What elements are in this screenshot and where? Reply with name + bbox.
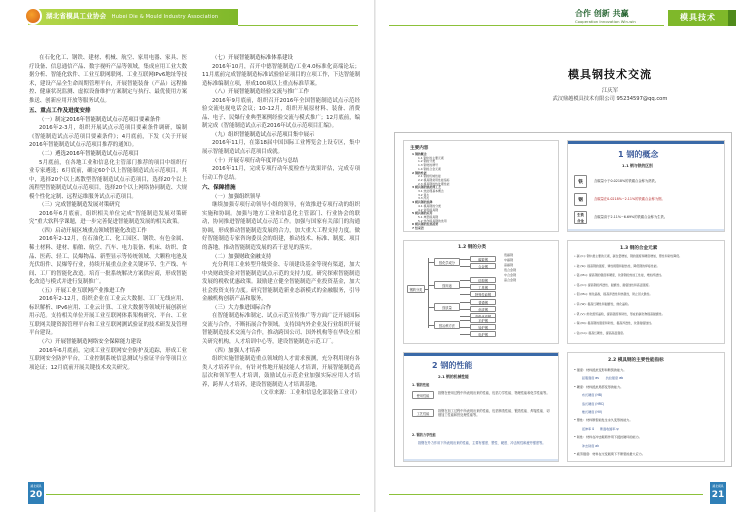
steel-label: 钢 bbox=[574, 193, 587, 206]
header-rule-right bbox=[389, 25, 664, 26]
slide-header-bar bbox=[404, 353, 558, 356]
article-source: （文章来源：工业和信息化部装备工业司） bbox=[257, 390, 360, 397]
tree-leaf-node: 电炉钢 bbox=[470, 331, 496, 337]
slide-classification-heading: 1.2 钢的分类 bbox=[458, 245, 487, 250]
contents-item: 3.1 热处理基本概念 bbox=[418, 189, 444, 193]
slide-steel-properties bbox=[403, 352, 559, 462]
right-page bbox=[375, 0, 750, 512]
mechanical-properties-desc: 指钢在外力作用下所表现出来的性能，主要有强度、塑性、硬度、冲击韧性和疲劳强度等。 bbox=[418, 441, 546, 445]
tree-side-label: 高合金钢 bbox=[504, 278, 517, 282]
tree-leaf-node: 普通钢 bbox=[470, 299, 496, 305]
subsection-heading: （一）制定2016年智能制造试点示范项目要素条件 bbox=[39, 116, 161, 123]
pig-iron-label: 生铁 合金 bbox=[574, 211, 587, 224]
contents-item: 3.3 淬火 bbox=[418, 196, 430, 201]
page-number-badge-left bbox=[28, 482, 44, 504]
contents-item: 3.2 退火 bbox=[418, 192, 430, 197]
tree-branch-node: 按化学成分 bbox=[434, 258, 460, 266]
header-rule bbox=[238, 25, 358, 26]
slide-footer-bar bbox=[404, 459, 558, 461]
body-paragraph: 2016年9月底前，组织召开2016年全国智能制造试点示范经验交流电视电话会议；10-12月，组织开展原材料、装备、消费品、电子、民爆行业典型案例经验交流与模式推广；12月底前，编制完成《智能制造试点示范2016年试点示范项目汇编》。 bbox=[202, 97, 360, 130]
subsection-heading: （八）开展智能制造经验交流与推广工作 bbox=[212, 89, 310, 96]
tree-leaf-connector bbox=[460, 266, 470, 267]
header-association-title bbox=[46, 11, 218, 20]
contents-item: 1.1 钢中的主要元素 bbox=[418, 155, 444, 160]
contents-item: 2.1 钢的机械性能 bbox=[418, 174, 441, 179]
tree-leaf-node: 碳素钢 bbox=[470, 256, 496, 262]
alloy-element-item: • 钴 (Co): 提高红硬性，提高高温强度。 bbox=[574, 330, 626, 335]
subsection-heading: （七）开展智能制造标准体系建设 bbox=[212, 55, 293, 61]
contents-item: 4.1 模具钢的分类 bbox=[418, 203, 441, 208]
article-title: 模具钢技术交流 bbox=[568, 68, 652, 81]
tree-leaf-connector bbox=[460, 334, 470, 335]
properties-intro: 1. 钢的性能 bbox=[412, 383, 430, 387]
tree-root-node: 钢的分类 bbox=[407, 285, 425, 293]
tree-leaf-node: 转炉钢 bbox=[470, 324, 496, 330]
tree-side-label: 高碳钢 bbox=[504, 263, 514, 267]
alloy-element-item: • 硅 (Si): 提高钢的强度、弹性极限和耐热性，降低钢的焊接性能。 bbox=[574, 263, 660, 268]
alloy-element-item: • 锰 (Mn): 提高钢的强度和硬度，改善钢的热加工性能，增加淬透性。 bbox=[574, 273, 665, 278]
alloy-element-item: • 钒 (V): 细化组织晶粒，提高强度和韧性，形成的碳化物提高耐磨性。 bbox=[574, 311, 665, 316]
subsection-heading: （一）加强组织领导 bbox=[212, 193, 261, 200]
performance-item: • 韧性：材料在冲击载荷作用下抵抗破坏的能力。 bbox=[574, 435, 642, 440]
subsection-heading: （四）启动开展区域重点领域智能化改造工作 bbox=[39, 227, 147, 234]
contents-item: 2.2 模具钢常用性能指标 bbox=[418, 177, 450, 182]
slide-steel-concept-heading: 1 钢的概念 bbox=[618, 150, 659, 159]
body-paragraph: 2016年11月，在第18届中国国际工业博览会上设专区，集中展示智能制造试点示范项目成就。 bbox=[202, 140, 360, 156]
footer-label-right: 湖北模具 bbox=[712, 484, 724, 488]
article-author: 江庆军 bbox=[601, 88, 619, 94]
tree-leaf-connector bbox=[460, 287, 470, 288]
pig-iron-definition: 含碳量高于2.11%~6.69%的铁碳合金称为生铁。 bbox=[594, 215, 668, 219]
slide-footer-bar bbox=[568, 229, 724, 231]
tree-leaf-connector bbox=[460, 259, 470, 260]
subsection-heading: （三）完成智能制造发展对策研究 bbox=[39, 202, 120, 209]
page-number-left: 20 bbox=[29, 490, 43, 500]
tree-leaf-node: 结构钢 bbox=[470, 277, 496, 283]
tree-leaf-connector bbox=[460, 316, 470, 317]
performance-item: 布氏硬度 (HB) bbox=[578, 393, 603, 398]
subsection-heading: （六）开展智能制造网络安全保障能力建设 bbox=[39, 339, 142, 345]
tree-leaf-node: 合金钢 bbox=[470, 263, 496, 269]
tree-side-label: 中碳钢 bbox=[504, 258, 514, 262]
service-properties-label: 使用性能 bbox=[412, 391, 434, 399]
iron-definition: 含碳量小于0.0218%的铁碳合金称为熟铁。 bbox=[594, 179, 659, 183]
body-paragraph: 2016年11月，完成专项行动年度检查与效果评估，完成专项行动工作总结。 bbox=[202, 166, 360, 181]
slide-performance-heading: 2.2 模具钢的主要性能指标 bbox=[608, 358, 664, 363]
tree-root-connector bbox=[425, 289, 428, 290]
tree-branch-node: 按质量 bbox=[434, 303, 460, 311]
alloy-element-item: • 铬 (Cr): 提高钢的淬透性、耐磨性、耐腐蚀性和高温强度。 bbox=[574, 282, 652, 287]
section-heading: 五、重点工作及进度安排 bbox=[29, 107, 91, 114]
performance-item: 延伸率 δ 断面收缩率 ψ bbox=[578, 426, 619, 431]
subsection-heading: （九）组织智能制造试点示范项目集中展示 bbox=[212, 131, 315, 138]
body-paragraph: 2016年6月底前，组织相关单位完成“智能制造发展对策研究”重大软科学课题，进一步完善促进智能制造发展的相关政策。 bbox=[29, 210, 187, 226]
slide-alloy-heading: 1.3 钢的合金元素 bbox=[620, 246, 658, 251]
body-paragraph: 继续加强专项行动领导小组的领导，有效推进专项行动的组织实施和协调。加强与地方工业和信息化主管部门、行业协会的联动，协同推进智能制造试点示范工作。加强与国家有关部门的沟通协调，形成推动智能制造发展的合力，加大重大工程支持力度。做好智能制造专家咨询委员会的组建，推动技术、标准、制度、项目的落地，推动智能制造发展的若干意见的落实。 bbox=[202, 202, 360, 251]
contents-item: 2.3 模具钢的热处理性能 bbox=[418, 181, 450, 186]
slide-steel-classification bbox=[403, 240, 559, 344]
service-properties-desc: 指钢在使用过程中所表现出来的性能，包括力学性能、物理性能和化学性能等。 bbox=[438, 391, 550, 395]
article-affiliation: 武汉鼎越模具技术有限公司 95234597@qq.com bbox=[552, 96, 668, 102]
alloy-element-item: • 钨 (W): 提高红硬性和耐磨性，细化晶粒。 bbox=[574, 302, 631, 306]
performance-item: 洛氏硬度 (HRC) bbox=[578, 401, 605, 406]
body-paragraph: 充分利用工业转型升级资金、专项建设基金等现有渠道，加大中央财政资金对智能制造试点示范的支持力度。研究探索智能制造发展的税收优惠政策。鼓励建立健全智能制造产业投资基金，加大社会投资支持力度。研究智能制造新业态新模式的金融服务，引导金融机构创新产品和服务。 bbox=[202, 262, 360, 303]
tree-side-label: 低合金钢 bbox=[504, 268, 517, 272]
performance-item: • 硬度：材料抵抗局部变形的能力。 bbox=[574, 384, 624, 389]
tree-side-label: 中合金钢 bbox=[504, 273, 517, 277]
footer-label-left: 湖北模具 bbox=[30, 484, 42, 488]
contents-item: 1.4 钢的合金元素 bbox=[418, 166, 441, 171]
footer-rule-right bbox=[389, 494, 703, 495]
contents-item: 5.1 典型模具钢 bbox=[418, 214, 438, 219]
body-paragraph: 在石化化工、钢铁、建材、机械、航空、家用电器、家具、医疗设备、信息通信产品、数字视听产品等领域，集成应用工业大数据分析、智能化软件、工业互联网联网、工业互联网IPv6地址等技术，建设产品全生命周期管理平台，开展智能装备（产品）远程操控、健康状况监测、虚拟设备维护方案制定与执行、最优使用方案推送、创新应用开放等服务试点。 bbox=[29, 55, 187, 104]
subsection-heading: （五）开展工业互联网产业推进工作 bbox=[39, 287, 126, 294]
performance-item: 屈服强度 σs 抗拉强度 σb bbox=[578, 376, 624, 381]
body-paragraph: 组织实施智能制造重点领域的人才需求预测，充分利用现有各类人才培养平台，有针对性地开展技能人才培训，开展智能制造高层次和领军型人才培训，鼓励试点示范企业加强实际应用人才培养，跨界人才培养，建设智能制造人才培训基地。 bbox=[202, 356, 360, 388]
subsection-heading: （四）加强人才培养 bbox=[212, 347, 261, 354]
tree-leaf-connector bbox=[460, 309, 470, 310]
slide-header-bar bbox=[568, 141, 724, 144]
alloy-element-item: • 钼 (Mo): 细化晶粒，提高淬透性和热强性，防止回火脆性。 bbox=[574, 292, 653, 297]
performance-item: • 疲劳强度：材料在交变载荷下不断裂的最大应力。 bbox=[574, 452, 645, 456]
header-slogan-en: Cooperation Innovation Win-win bbox=[575, 19, 636, 24]
tree-branch-node: 按冶炼方法 bbox=[434, 321, 460, 329]
contents-item: 1.2 钢的分类 bbox=[418, 159, 436, 164]
alloy-element-item: • 镍 (Ni): 提高钢的强度和韧性，提高淬透性，改善耐腐蚀性。 bbox=[574, 321, 655, 326]
tree-leaf-node: 特殊性能钢 bbox=[470, 291, 496, 297]
contents-item: 4 模具钢的选择 bbox=[412, 200, 433, 205]
tree-leaf-connector bbox=[460, 294, 470, 295]
contents-item: 3 模具钢的热处理工艺 bbox=[412, 185, 442, 190]
page-number-right: 21 bbox=[711, 490, 725, 500]
body-paragraph: 2016年6月底前，完成工业互联网安全防护及追踪，形成工业互联网安全防护平台，工业控制系统信息测试与验证平台等项目立项论证；12月底前开展关键技术攻关研究。 bbox=[29, 347, 187, 371]
contents-item: 1 钢的概念 bbox=[412, 152, 427, 156]
body-paragraph: 2016年2-3月，组织开展试点示范项目要素条件调研，编制《智能制造试点示范项目要素条件》；4月底前，下发《关于开展2016年智能制造试点示范项目推荐的通知》。 bbox=[29, 125, 187, 149]
body-paragraph: 2016年2-12月，在石油化工、化工园区、钢铁、有色金属、稀土材料、建材、船舶、航空、汽车、电力装备、机床、纺织、食品、医药、轻工、民爆物品、新型显示等传统领域、大颗粒电池及光伏组件、民爆等行业，持续开展重点企业关键环节、生产线、车间、工厂的智能化改造。培育一批系统解决方案供应商，形成智能化改造与模式并进行复制推广。 bbox=[29, 236, 187, 286]
process-properties-desc: 指钢在加工过程中所表现出来的性能，包括铸造性能、锻造性能、焊接性能、切削加工性能和热处理性能等。 bbox=[438, 409, 550, 418]
tree-leaf-connector bbox=[460, 302, 470, 303]
mechanical-properties-intro: 2. 钢的力学性能 bbox=[412, 433, 436, 437]
page-number-badge-right bbox=[710, 482, 726, 504]
contents-item: 5.2 热作模具钢的选用 bbox=[418, 218, 447, 223]
contents-item: 2 钢的性能 bbox=[412, 170, 427, 175]
footer-rule bbox=[46, 494, 360, 495]
association-name-cn: 湖北省模具工业协会 bbox=[46, 12, 107, 20]
contents-item: 1.3 钢材的牌号 bbox=[418, 163, 438, 168]
subsection-heading: （二）加强财政金融支持 bbox=[212, 253, 272, 260]
tree-trunk-line bbox=[428, 258, 429, 328]
left-column-2 bbox=[202, 54, 360, 398]
tree-leaf-connector bbox=[460, 320, 470, 321]
steel-definition: 含碳量在0.0218%~2.11%的铁碳合金称为钢。 bbox=[594, 197, 665, 201]
subsection-heading: （三）大力推进国际合作 bbox=[212, 304, 272, 311]
header-slogan: 合作 创新 共赢 bbox=[575, 9, 629, 18]
section-heading: 六、保障措施 bbox=[202, 184, 236, 191]
tree-leaf-connector bbox=[460, 280, 470, 281]
performance-item: 维氏硬度 (HV) bbox=[578, 410, 603, 414]
performance-item: • 塑性：材料断裂前发生永久变形的能力。 bbox=[574, 418, 633, 423]
subsection-heading: （二）遴选2016年智能制造试点示范项目 bbox=[39, 150, 139, 157]
contents-item: 6 模具钢的发展趋势 bbox=[412, 222, 439, 227]
body-paragraph: 5月底前，在各地工业和信息化主管部门推荐的项目中组织行业专家遴选；6月底前，确定60个以上智能制造试点示范项目。其中，选择20个以上离散型智能制造试点示范项目，选择20个以上流程型智能制造试点示范项目，选择20个以上网络协同制造、大规模个性化定制、远程运维服务试点示范项目。 bbox=[29, 159, 187, 200]
slide-alloy-elements bbox=[567, 240, 725, 344]
slide-steel-concept-subheading: 1.1 钢与铁的区别 bbox=[622, 163, 653, 168]
alloy-element-item: • 碳 (C): 钢中最主要的元素，碳含量增加，钢的强度和硬度增加，塑性和韧性降低。 bbox=[574, 254, 682, 258]
tree-leaf-connector bbox=[460, 327, 470, 328]
tree-leaf-node: 工具钢 bbox=[470, 284, 496, 290]
tree-side-label: 低碳钢 bbox=[504, 253, 514, 257]
association-name-en: Hubei Die & Mould Industry Association bbox=[111, 14, 219, 20]
slide-steel-concept bbox=[567, 140, 725, 232]
tree-leaf-node: 平炉钢 bbox=[470, 317, 496, 323]
slide-contents-heading: 主要内容 bbox=[410, 146, 429, 151]
process-properties-label: 工艺性能 bbox=[412, 409, 434, 417]
performance-item: 冲击韧度 ak bbox=[578, 443, 599, 448]
contents-item: 4.2 常用模具钢 bbox=[418, 207, 438, 212]
slide-properties-subheading: 2.1 钢的机械性能 bbox=[438, 374, 469, 379]
slides-panel bbox=[394, 132, 732, 467]
tree-branch-node: 按用途 bbox=[434, 281, 460, 289]
subsection-heading: （十）开展专项行动年度评估与总结 bbox=[212, 157, 299, 164]
performance-item: • 强度：材料抵抗变形和断裂的能力。 bbox=[574, 368, 627, 372]
slide-properties-heading: 2 钢的性能 bbox=[432, 361, 473, 370]
body-paragraph: 2016年10月，召开中德智能制造/工业4.0标准化高端论坛；11月底前完成智能制造标准试验验证项目的立项工作，下达智能制造标准编制立项，形成100项以上重点标准草案。 bbox=[202, 63, 360, 87]
left-column-1 bbox=[29, 54, 187, 372]
contents-item: 5 模具钢的应用 bbox=[412, 211, 433, 216]
contents-item: 7 结束语 bbox=[412, 226, 424, 230]
slide-contents bbox=[403, 140, 559, 232]
section-tag: 模具技术 bbox=[668, 10, 728, 26]
section-tag-corner bbox=[728, 10, 736, 26]
iron-label: 铁 bbox=[574, 175, 587, 188]
body-paragraph: 2016年2-12月，组织企业在工业云大数据、工厂无线应用、标识解析、IPv6应用、工业云计算、工业大数据等领域开展创新应用示范。支持相关单位开展工业互联网体系架构研究、平台、工业互联网关键资源管理平台和工业互联网测试验证的技术研发及管理平台建设。 bbox=[29, 296, 187, 337]
body-paragraph: 在智能制造标准制定、试点示范宣传推广等方面广泛开展国际交流与合作，不断拓展合作领域。支持国内外企业及行业组织开展智能制造技术交流与合作，推动跨国公司、国外机构等在华设立相关研究机构，人才培训中心等，建设智能制造示范工厂。 bbox=[202, 313, 360, 345]
tree-leaf-node: 优质钢 bbox=[470, 306, 496, 312]
slide-die-steel-performance bbox=[567, 352, 725, 462]
association-logo-icon bbox=[24, 7, 42, 25]
